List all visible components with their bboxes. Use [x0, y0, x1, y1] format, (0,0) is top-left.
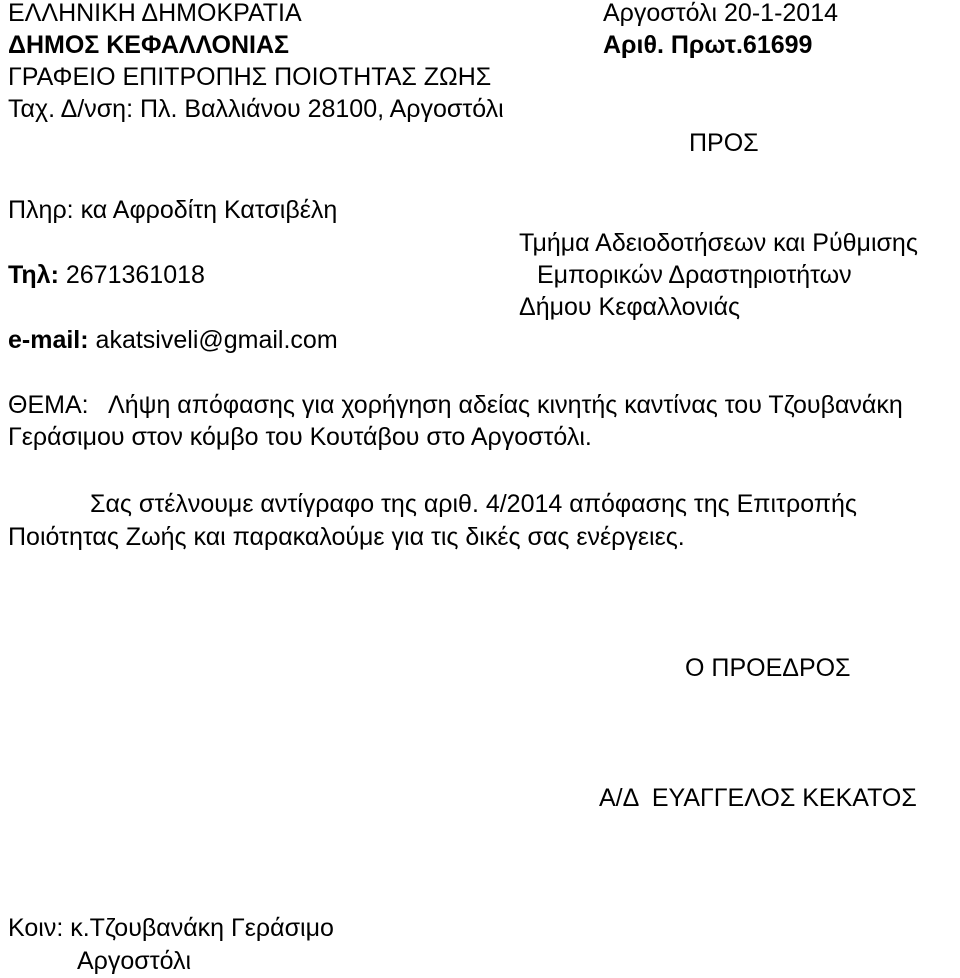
recipient-line-2: Εμπορικών Δραστηριοτήτων: [537, 261, 852, 289]
protocol-number: Αριθ. Πρωτ.61699: [603, 31, 813, 59]
contact-email: [8, 325, 338, 355]
signature-name: Α/Δ ΕΥΑΓΓΕΛΟΣ ΚΕΚΑΤΟΣ: [599, 784, 917, 812]
cc-line-2: Αργοστόλι: [77, 947, 192, 975]
phone-value: 2671361018: [65, 261, 205, 289]
sender-line-1: ΕΛΛΗΝΙΚΗ ΔΗΜΟΚΡΑΤΙΑ: [8, 0, 302, 27]
subject-line-2: Γεράσιμου στον κόμβο του Κουτάβου στο Αργοστόλι.: [8, 423, 592, 451]
body-line-1: Σας στέλνουμε αντίγραφο της αριθ. 4/2014 απόφασης της Επιτροπής: [90, 490, 857, 518]
signature-title: Ο ΠΡΟΕΔΡΟΣ: [685, 654, 851, 682]
contact-person: Πληρ: κα Αφροδίτη Κατσιβέλη: [8, 196, 338, 224]
to-heading: ΠΡΟΣ: [689, 129, 759, 157]
email-value: akatsiveli@gmail.com: [95, 326, 338, 354]
cc-line-1: Κοιν: κ.Τζουβανάκη Γεράσιμο: [8, 914, 334, 942]
email-label: e-mail:: [8, 326, 89, 354]
sender-line-3: ΓΡΑΦΕΙΟ ΕΠΙΤΡΟΠΗΣ ΠΟΙΟΤΗΤΑΣ ΖΩΗΣ: [8, 63, 492, 91]
sender-address: Ταχ. Δ/νση: Πλ. Βαλλιάνου 28100, Αργοστόλι: [8, 95, 504, 123]
phone-label: Τηλ:: [8, 261, 59, 289]
sender-line-2: ΔΗΜΟΣ ΚΕΦΑΛΛΟΝΙΑΣ: [8, 31, 290, 59]
contact-phone: [8, 260, 205, 290]
body-line-2: Ποιότητας Ζωής και παρακαλούμε για τις δικές σας ενέργειες.: [8, 523, 685, 551]
subject-line-1: ΘΕΜΑ: Λήψη απόφασης για χορήγηση αδείας κινητής καντίνας του Τζουβανάκη: [8, 391, 903, 419]
recipient-line-3: Δήμου Κεφαλλονιάς: [519, 293, 741, 321]
place-date: Αργοστόλι 20-1-2014: [603, 0, 839, 27]
recipient-line-1: Τμήμα Αδειοδοτήσεων και Ρύθμισης: [519, 229, 918, 257]
